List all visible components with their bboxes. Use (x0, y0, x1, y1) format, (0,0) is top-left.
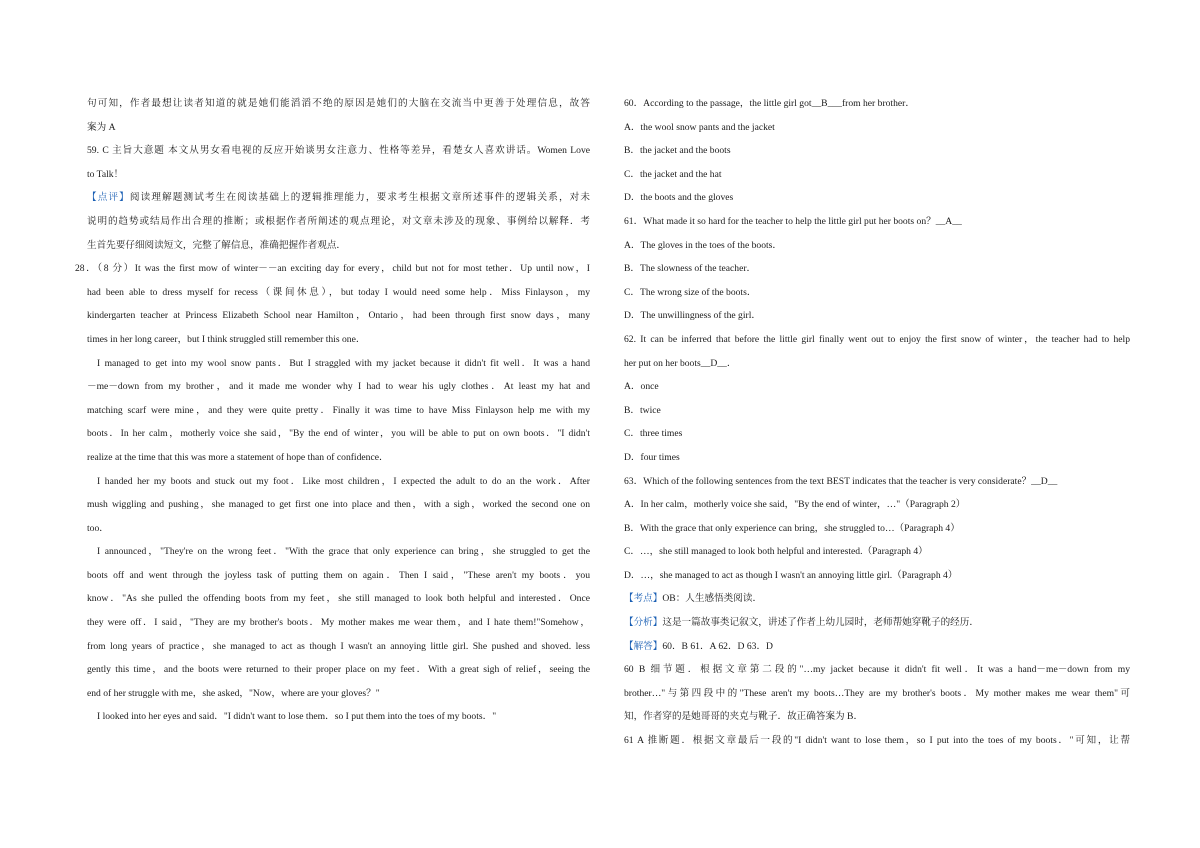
section-tag: 【考点】 (624, 593, 663, 605)
text-line (87, 564, 590, 588)
text-line (87, 210, 590, 234)
text-line (624, 705, 1130, 729)
line-text: 说明的趋势或结局作出合理的推断；或根据作者所阐述的观点理论，对文章未涉及的现象、事例给以解释．考 (87, 215, 590, 227)
text-line (87, 186, 590, 210)
text-line (87, 705, 590, 729)
text-line (87, 234, 590, 258)
text-line (624, 682, 1130, 706)
line-text: 59. C 主旨大意题 本文从男女看电视的反应开始谈男女注意力、性格等差异，看楚女人喜欢讲话。Women Love (87, 145, 590, 157)
text-line (624, 234, 1130, 258)
line-text: they were off．I said，"They are my brother's boots．My mother makes me wear them，and I hate them!"Somehow， (87, 617, 590, 629)
line-text: mush wiggling and pushing，she managed to get first one into place and then，with a sigh，worked the second one on (87, 499, 590, 511)
line-text: D．…，she managed to act as though I wasn't an annoying little girl.（Paragraph 4） (624, 569, 958, 581)
line-text: from long years of practice，she managed to act as though I wasn't an annoying little girl. She pushed and shoved. less (87, 640, 590, 652)
text-line (624, 116, 1130, 140)
text-line (624, 658, 1130, 682)
left-column (75, 92, 590, 729)
text-line (75, 257, 590, 281)
line-text: C．the jacket and the hat (624, 168, 722, 180)
line-text: －me－down from my brother，and it made me wonder why I had to wear his ugly clothes．At least my hat and (87, 381, 590, 393)
text-line (87, 139, 590, 163)
line-text: C．The wrong size of the boots． (624, 286, 757, 298)
line-text: D．the boots and the gloves (624, 192, 734, 204)
section-tag: 【点评】 (87, 192, 130, 204)
line-text: gently this time，and the boots were returned to their proper place on my feet．With a great sigh of relief，seeing the (87, 664, 590, 676)
text-line (87, 658, 590, 682)
text-line (87, 422, 590, 446)
line-text: I managed to get into my wool snow pants．But I straggled with my jacket because it didn't fit well．It was a hand (97, 357, 590, 369)
text-line (624, 635, 1130, 659)
line-text: boots．In her calm，motherly voice she said，"By the end of winter，you will be able to put on own boots．"I didn't (87, 428, 590, 440)
text-line (624, 729, 1130, 753)
line-text: B．With the grace that only experience can bring，she struggled to…（Paragraph 4） (624, 522, 960, 534)
line-text: times in her long career，but I think struggled still remember this one． (87, 333, 366, 345)
line-text: 句可知，作者最想让读者知道的就是她们能滔滔不绝的原因是她们的大脑在交流当中更善于处理信息，故答 (87, 98, 590, 109)
line-text: I looked into her eyes and said．"I didn't want to lose them．so I put them into the toes of my boots．" (97, 711, 497, 723)
text-line (87, 375, 590, 399)
line-text: B．the jacket and the boots (624, 145, 731, 157)
line-text: know．"As she pulled the offending boots from my feet，she still managed to look both helpful and interested．Once (87, 593, 590, 605)
line-text: 知，作者穿的是她哥哥的夹克与靴子．故正确答案为 B． (624, 711, 864, 723)
text-line (624, 540, 1130, 564)
line-text: C．…，she still managed to look both helpful and interested.（Paragraph 4） (624, 546, 928, 558)
text-line (87, 540, 590, 564)
text-line (624, 470, 1130, 494)
text-line (624, 352, 1130, 376)
line-text: I announced，"They're on the wrong feet．"With the grace that only experience can bring，she struggled to get the (97, 546, 590, 558)
text-line (624, 399, 1130, 423)
right-column (624, 92, 1130, 753)
text-line (624, 422, 1130, 446)
line-text: 62. It can be inferred that before the little girl finally went out to enjoy the first snow of winter，the teacher had to help (624, 333, 1130, 345)
line-text: D．four times (624, 451, 680, 463)
text-line (624, 304, 1130, 328)
line-text: 60．B 61．A 62．D 63．D (662, 640, 773, 652)
line-text: 60．According to the passage，the little girl got__B___from her brother． (624, 98, 915, 109)
text-line (87, 352, 590, 376)
text-line (624, 493, 1130, 517)
line-text: 案为 A (87, 121, 116, 133)
text-line (87, 92, 590, 116)
text-line (87, 281, 590, 305)
text-line (624, 257, 1130, 281)
text-line (624, 446, 1130, 470)
line-text: too． (87, 522, 109, 534)
text-line (624, 210, 1130, 234)
text-line (87, 493, 590, 517)
text-line (87, 116, 590, 140)
section-tag: 【分析】 (624, 617, 663, 629)
line-text: I handed her my boots and stuck out my foot．Like most children，I expected the adult to do an the work．After (97, 475, 590, 487)
text-line (624, 92, 1130, 116)
text-line (624, 611, 1130, 635)
text-line (87, 587, 590, 611)
line-text: matching scarf were mine，and they were quite pretty．Finally it was time to have Miss Finlayson help me with my (87, 404, 590, 416)
line-text: realize at the time that this was more a statement of hope than of confidence． (87, 451, 389, 463)
text-line (624, 587, 1130, 611)
text-line (624, 375, 1130, 399)
line-text: A．In her calm，motherly voice she said，"By the end of winter，…"（Paragraph 2） (624, 499, 966, 511)
text-line (87, 611, 590, 635)
line-text: kindergarten teacher at Princess Elizabeth School near Hamilton，Ontario，had been through first snow days，many (87, 310, 590, 322)
line-text: 61．What made it so hard for the teacher to help the little girl put her boots on？__A__ (624, 215, 962, 227)
line-text: to Talk！ (87, 168, 124, 180)
text-line (624, 517, 1130, 541)
line-text: B．The slowness of the teacher． (624, 263, 757, 275)
line-text: 生首先要仔细阅读短文，完整了解信息，准确把握作者观点． (87, 239, 347, 251)
text-line (624, 139, 1130, 163)
line-text: end of her struggle with me，she asked，"Now，where are your gloves？" (87, 687, 380, 699)
line-text: 60 B 细节题．根据文章第二段的"…my jacket because it didn't fit well．It was a hand－me－down from my (624, 664, 1130, 676)
line-text: A．The gloves in the toes of the boots． (624, 239, 783, 251)
line-text: A．once (624, 381, 659, 393)
line-text: 63．Which of the following sentences from the text BEST indicates that the teacher is very considerate？__D__ (624, 475, 1058, 487)
text-line (87, 399, 590, 423)
text-line (87, 328, 590, 352)
line-text: 阅读理解题测试考生在阅读基础上的逻辑推理能力，要求考生根据文章所述事件的逻辑关系，对未 (129, 192, 590, 204)
text-line (87, 446, 590, 470)
line-text: D．The unwillingness of the girl． (624, 310, 761, 322)
line-text: brother…"与第四段中的"These aren't my boots…They are my brother's boots．My mother makes me wear them"可 (624, 687, 1130, 699)
text-line (87, 470, 590, 494)
text-line (624, 163, 1130, 187)
text-line (87, 304, 590, 328)
line-text: OB：人生感悟类阅读． (662, 593, 763, 605)
text-line (87, 163, 590, 187)
line-text: 这是一篇故事类记叙文，讲述了作者上幼儿园时，老师帮她穿靴子的经历． (662, 617, 979, 629)
text-line (624, 281, 1130, 305)
line-text: boots off and went through the joyless task of putting them on again．Then I said，"These aren't my boots．you (87, 569, 590, 581)
line-text: A．the wool snow pants and the jacket (624, 121, 775, 133)
line-text: 28．（8 分）It was the first mow of winter－－an exciting day for every，child but not for most tether．Up until now，I (75, 263, 590, 275)
line-text: her put on her boots__D__． (624, 357, 737, 369)
line-text: 61 A 推断题．根据文章最后一段的"I didn't want to lose them，so I put into the toes of my boots．"可知，让帮 (624, 735, 1130, 747)
text-line (87, 635, 590, 659)
text-line (624, 328, 1130, 352)
line-text: C．three times (624, 428, 683, 440)
text-line (87, 517, 590, 541)
text-line (87, 682, 590, 706)
text-line (624, 186, 1130, 210)
text-line (624, 564, 1130, 588)
line-text: B．twice (624, 404, 661, 416)
section-tag: 【解答】 (624, 640, 663, 652)
line-text: had been able to dress myself for recess（课间休息），but today I would need some help．Miss Finlayson，my (87, 286, 590, 298)
